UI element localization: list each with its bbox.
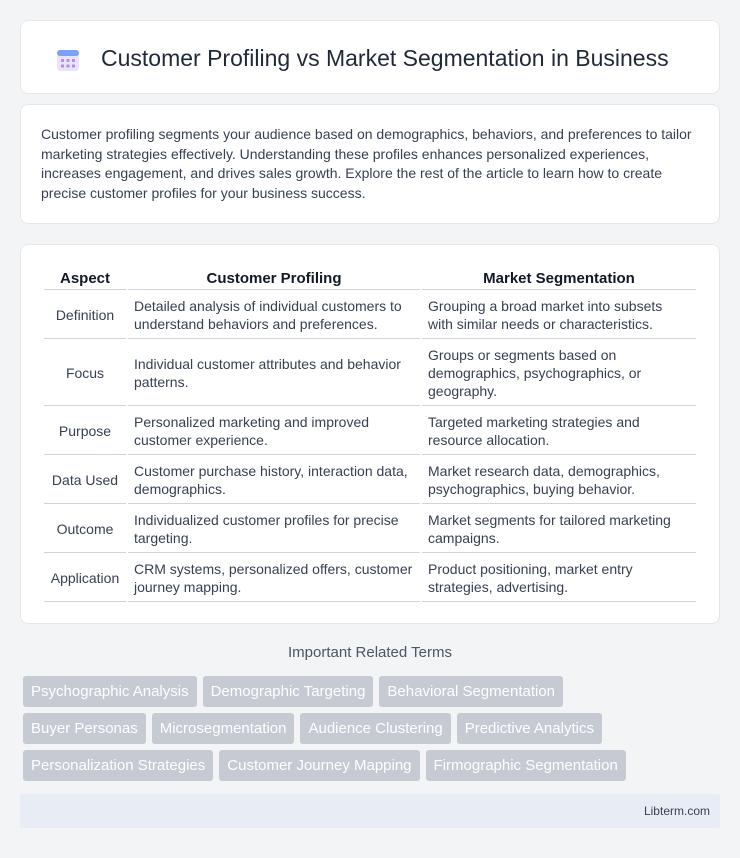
segmentation-cell: Market research data, demographics, psychographics, buying behavior.: [422, 457, 696, 504]
tag-row: [23, 676, 723, 707]
tag-row: [23, 750, 723, 781]
segmentation-cell: Groups or segments based on demographics, psychographics, or geography.: [422, 341, 696, 406]
profiling-cell: Individualized customer profiles for precise targeting.: [128, 506, 420, 553]
profiling-cell: CRM systems, personalized offers, customer journey mapping.: [128, 555, 420, 602]
footer-site-link[interactable]: Libterm.com: [643, 804, 710, 818]
aspect-cell: Application: [44, 555, 126, 602]
segmentation-cell: Grouping a broad market into subsets with similar needs or characteristics.: [422, 292, 696, 339]
tag-row: [23, 713, 723, 744]
related-terms: [23, 676, 723, 787]
tag-firmographic-segmentation[interactable]: Firmographic Segmentation: [426, 750, 626, 781]
segmentation-cell: Product positioning, market entry strategies, advertising.: [422, 555, 696, 602]
related-terms-heading: Important Related Terms: [288, 644, 452, 661]
tag-predictive-analytics[interactable]: Predictive Analytics: [457, 713, 602, 744]
table-header-row: [44, 267, 696, 290]
page-title: Customer Profiling vs Market Segmentation in Business: [101, 45, 669, 71]
tag-psychographic-analysis[interactable]: Psychographic Analysis: [23, 676, 197, 707]
tag-customer-journey-mapping[interactable]: Customer Journey Mapping: [219, 750, 419, 781]
tag-demographic-targeting[interactable]: Demographic Targeting: [203, 676, 374, 707]
profiling-cell: Individual customer attributes and behavior patterns.: [128, 341, 420, 406]
segmentation-cell: Targeted marketing strategies and resource allocation.: [422, 408, 696, 455]
table-row: [44, 506, 696, 553]
table-row: [44, 555, 696, 602]
aspect-cell: Focus: [44, 341, 126, 406]
tag-personalization-strategies[interactable]: Personalization Strategies: [23, 750, 213, 781]
column-header-aspect: Aspect: [44, 267, 126, 290]
table-row: [44, 292, 696, 339]
title-card: [20, 20, 720, 94]
intro-card: [20, 104, 720, 224]
aspect-cell: Purpose: [44, 408, 126, 455]
intro-text: Customer profiling segments your audience based on demographics, behaviors, and preferences to tailor marketing strategies effectively. Understanding these profiles enhances personalized experiences, increases engagement, and drives sales growth. Explore the rest of the article to learn how to create precise customer profiles for your business success.: [41, 126, 692, 201]
tag-behavioral-segmentation[interactable]: Behavioral Segmentation: [379, 676, 563, 707]
footer: [20, 794, 720, 828]
profiling-cell: Detailed analysis of individual customers to understand behaviors and preferences.: [128, 292, 420, 339]
profiling-cell: Personalized marketing and improved customer experience.: [128, 408, 420, 455]
table-row: [44, 408, 696, 455]
tag-audience-clustering[interactable]: Audience Clustering: [300, 713, 450, 744]
tag-buyer-personas[interactable]: Buyer Personas: [23, 713, 146, 744]
table-row: [44, 341, 696, 406]
calendar-icon: [55, 47, 81, 73]
column-header-market-segmentation: Market Segmentation: [422, 267, 696, 290]
table-row: [44, 457, 696, 504]
aspect-cell: Data Used: [44, 457, 126, 504]
comparison-card: [20, 244, 720, 624]
tag-microsegmentation[interactable]: Microsegmentation: [152, 713, 295, 744]
comparison-table: [42, 265, 698, 604]
column-header-customer-profiling: Customer Profiling: [128, 267, 420, 290]
aspect-cell: Outcome: [44, 506, 126, 553]
aspect-cell: Definition: [44, 292, 126, 339]
segmentation-cell: Market segments for tailored marketing campaigns.: [422, 506, 696, 553]
profiling-cell: Customer purchase history, interaction data, demographics.: [128, 457, 420, 504]
